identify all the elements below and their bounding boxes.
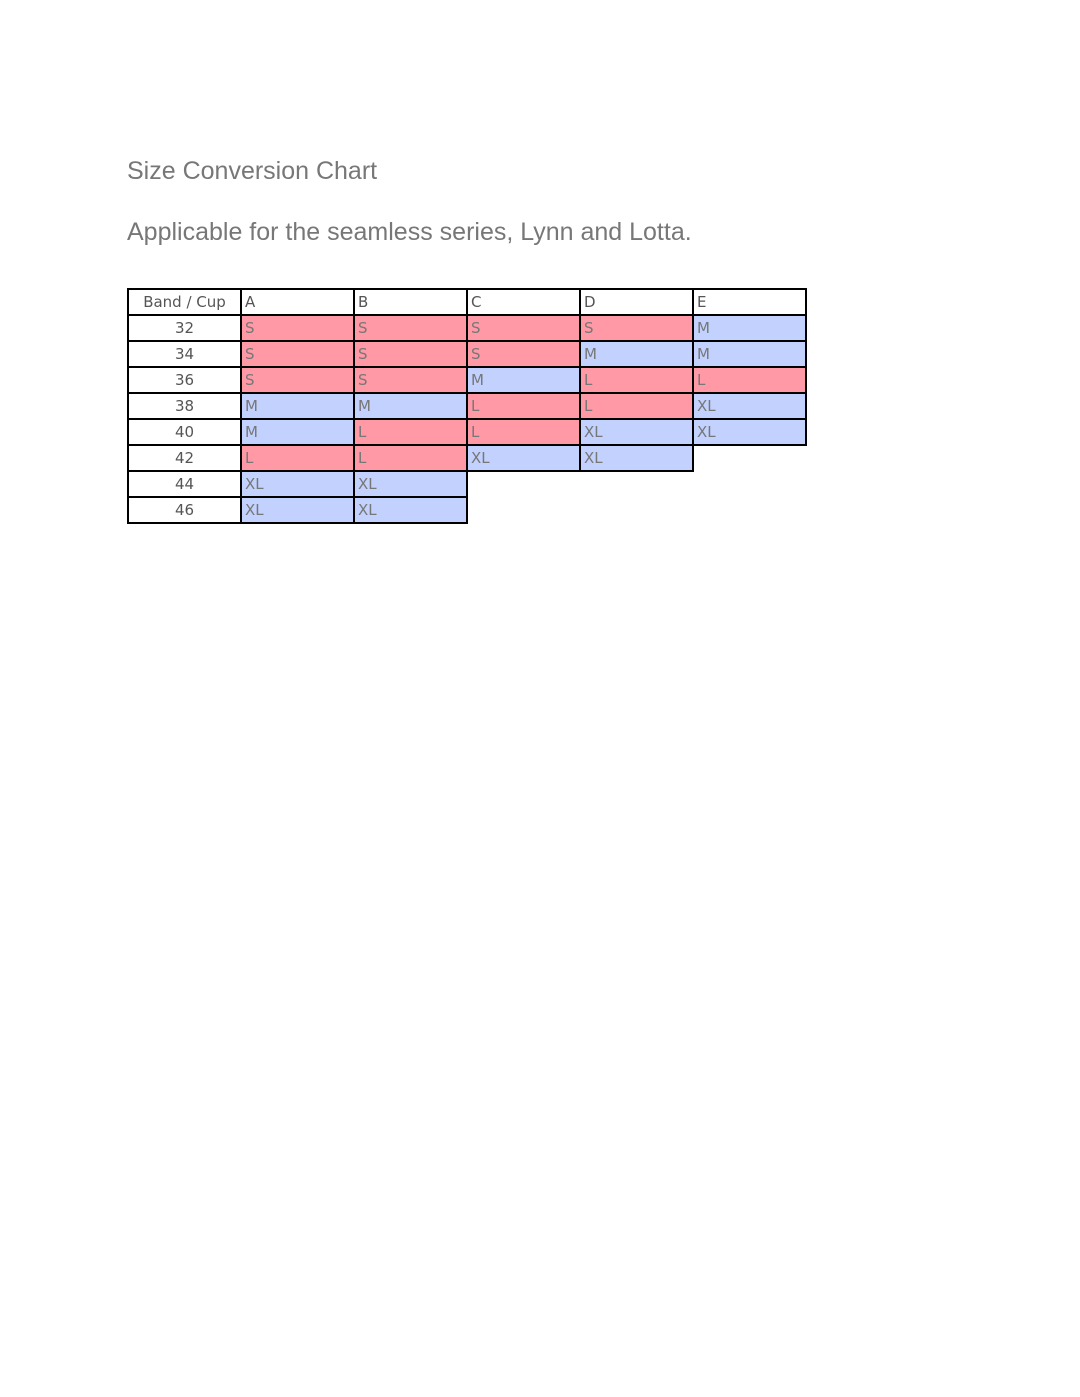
size-cell: S: [467, 341, 580, 367]
size-cell: S: [354, 367, 467, 393]
size-cell: M: [580, 341, 693, 367]
size-cell: L: [693, 367, 806, 393]
size-table-body: [128, 289, 806, 523]
size-cell: L: [580, 393, 693, 419]
empty-cell: [693, 471, 806, 497]
band-size-cell: 40: [128, 419, 241, 445]
band-size-cell: 32: [128, 315, 241, 341]
size-cell: S: [241, 315, 354, 341]
size-cell: XL: [354, 497, 467, 523]
document-title: Size Conversion Chart: [127, 157, 378, 185]
size-cell: M: [241, 393, 354, 419]
table-row: [128, 367, 806, 393]
size-conversion-table: [127, 288, 807, 524]
size-cell: L: [580, 367, 693, 393]
size-cell: XL: [467, 445, 580, 471]
table-row: [128, 393, 806, 419]
size-cell: M: [467, 367, 580, 393]
band-size-cell: 44: [128, 471, 241, 497]
band-size-cell: 46: [128, 497, 241, 523]
size-cell: S: [354, 315, 467, 341]
empty-cell: [580, 497, 693, 523]
table-row: [128, 445, 806, 471]
table-row: [128, 315, 806, 341]
size-cell: M: [693, 341, 806, 367]
band-size-cell: 38: [128, 393, 241, 419]
document-subtitle: Applicable for the seamless series, Lynn and Lotta.: [127, 218, 692, 246]
corner-header: Band / Cup: [128, 289, 241, 315]
table-row: [128, 471, 806, 497]
size-cell: L: [354, 445, 467, 471]
size-cell: S: [354, 341, 467, 367]
table-row: [128, 419, 806, 445]
band-size-cell: 34: [128, 341, 241, 367]
empty-cell: [693, 497, 806, 523]
empty-cell: [467, 497, 580, 523]
table-row: [128, 341, 806, 367]
column-header-a: A: [241, 289, 354, 315]
empty-cell: [580, 471, 693, 497]
size-cell: XL: [241, 497, 354, 523]
empty-cell: [693, 445, 806, 471]
band-size-cell: 42: [128, 445, 241, 471]
size-cell: S: [241, 341, 354, 367]
column-header-e: E: [693, 289, 806, 315]
size-cell: L: [467, 393, 580, 419]
size-cell: XL: [241, 471, 354, 497]
size-cell: XL: [693, 393, 806, 419]
size-cell: XL: [354, 471, 467, 497]
size-cell: XL: [580, 445, 693, 471]
column-header-c: C: [467, 289, 580, 315]
empty-cell: [467, 471, 580, 497]
size-cell: XL: [580, 419, 693, 445]
band-size-cell: 36: [128, 367, 241, 393]
size-cell: XL: [693, 419, 806, 445]
size-cell: L: [354, 419, 467, 445]
size-cell: L: [467, 419, 580, 445]
column-header-b: B: [354, 289, 467, 315]
size-cell: M: [693, 315, 806, 341]
column-header-d: D: [580, 289, 693, 315]
size-cell: S: [241, 367, 354, 393]
size-cell: S: [580, 315, 693, 341]
size-cell: M: [241, 419, 354, 445]
size-cell: M: [354, 393, 467, 419]
header-row: [128, 289, 806, 315]
size-cell: L: [241, 445, 354, 471]
table-row: [128, 497, 806, 523]
size-cell: S: [467, 315, 580, 341]
